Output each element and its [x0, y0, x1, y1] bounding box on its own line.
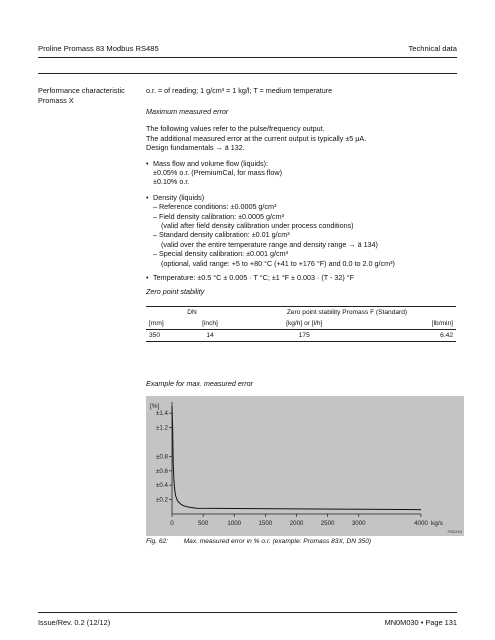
- y-tick-label: ±0.8: [156, 453, 168, 461]
- y-tick-label: ±0.6: [156, 467, 168, 475]
- x-tick-label: 4000: [414, 520, 428, 527]
- zero-point-heading: Zero point stability: [146, 287, 205, 296]
- sub-header: [inch]: [202, 320, 218, 327]
- side-title-line: Promass X: [38, 96, 74, 105]
- sub-header: [lb/min]: [431, 320, 453, 327]
- mass-flow-line: ±0.10% o.r.: [153, 177, 190, 187]
- table-cell: 6.42: [440, 332, 453, 339]
- y-tick-label: ±1.2: [156, 424, 168, 432]
- density-line: – Standard density calibration: ±0.01 g/cm³: [153, 230, 290, 240]
- error-chart: [146, 396, 464, 541]
- side-title-line: Performance characteristic: [38, 86, 125, 95]
- header-rule: [38, 57, 457, 58]
- density-line: – Field density calibration: ±0.0005 g/cm³: [153, 211, 284, 221]
- paragraph: The following values refer to the pulse/frequency output.: [146, 124, 325, 134]
- x-tick-label: 3000: [351, 520, 366, 527]
- mass-flow-line: ±0.05% o.r. (PremiumCal, for mass flow): [153, 168, 282, 178]
- table-cell: 14: [206, 332, 214, 339]
- error-chart-svg: [146, 396, 464, 536]
- x-tick-label: 2000: [289, 520, 304, 527]
- x-tick-label: 1000: [227, 520, 242, 527]
- y-tick-label: ±0.4: [156, 482, 168, 490]
- chart-code: A0xxxx: [447, 529, 462, 534]
- x-tick-label: 2500: [320, 520, 335, 527]
- x-tick-label: 500: [197, 520, 209, 527]
- intro-text: o.r. = of reading; 1 g/cm³ = 1 kg/l; T = medium temperature: [146, 86, 333, 95]
- density-note: (optional, valid range: +5 to +80 °C (+41 to +176 °F) and 0.0 to 2.0 g/cm³): [161, 258, 395, 268]
- table-cell: 350: [149, 332, 161, 339]
- bullet-temperature: • Temperature: ±0.5 °C ± 0.005 · T °C; ±1 °F ± 0.003 · (T - 32) °F: [146, 273, 466, 282]
- sub-header: [mm]: [149, 320, 164, 327]
- bullet-mass-flow: • Mass flow and volume flow (liquids):: [146, 159, 466, 168]
- max-error-heading: Maximum measured error: [146, 107, 229, 116]
- chart-background: [146, 396, 464, 536]
- x-tick-label: 0: [170, 520, 174, 527]
- density-line: – Reference conditions: ±0.0005 g/cm³: [153, 202, 277, 212]
- x-axis-label: kg/s: [431, 520, 443, 527]
- figure-label: Fig. 62:: [146, 538, 168, 545]
- chart-heading: Example for max. measured error: [146, 379, 254, 388]
- paragraph: Design fundamentals → ä 132.: [146, 143, 245, 153]
- footer-left: Issue/Rev. 0.2 (12/12): [38, 618, 111, 627]
- density-note: (valid over the entire temperature range and density range → ä 134): [161, 239, 378, 249]
- y-axis-label: [%]: [150, 403, 160, 410]
- col-dn: DN: [187, 309, 197, 316]
- header-left: Proline Promass 83 Modbus RS485: [38, 44, 159, 53]
- density-line: – Special density calibration: ±0.001 g/cm³: [153, 249, 288, 259]
- footer-right: MN0M030 • Page 131: [384, 618, 457, 627]
- figure-caption: [146, 538, 371, 545]
- col-stability: Zero point stability Promass F (Standard): [286, 309, 408, 316]
- bullet-density: • Density (liquids): [146, 193, 466, 202]
- figure-caption-text: Max. measured error in % o.r. (example: Promass 83X, DN 350): [183, 538, 372, 545]
- density-note: (valid after field density calibration under process conditions): [161, 221, 354, 231]
- side-title: [38, 86, 138, 106]
- sub-header: [kg/h] or [l/h]: [286, 320, 323, 327]
- paragraph: The additional measured error at the current output is typically ±5 μA.: [146, 133, 367, 143]
- table-cell: 175: [298, 332, 310, 339]
- section-rule: [38, 73, 457, 74]
- max-error-section: [146, 107, 466, 283]
- y-tick-label: ±0.2: [156, 496, 168, 504]
- y-tick-label: ±1.4: [156, 410, 168, 418]
- header-right: Technical data: [408, 44, 457, 53]
- zero-point-table: [146, 306, 456, 342]
- footer-rule: [38, 612, 457, 613]
- x-tick-label: 1500: [258, 520, 273, 527]
